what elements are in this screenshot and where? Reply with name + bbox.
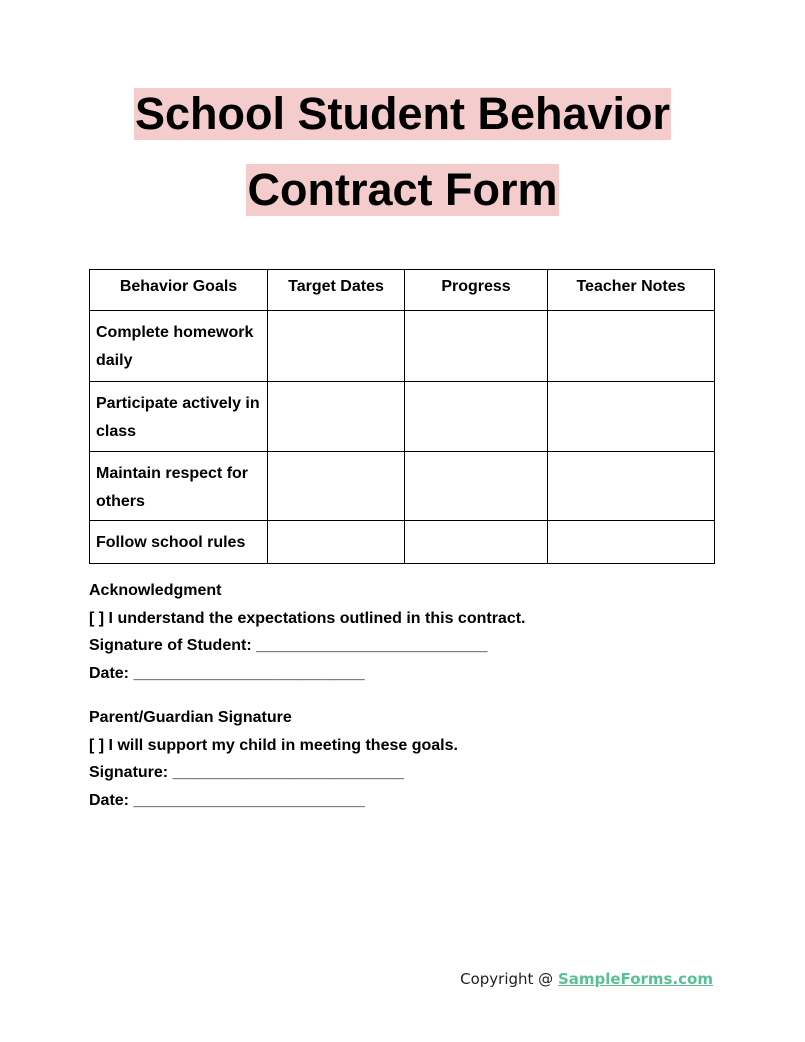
progress-cell[interactable]	[405, 311, 548, 382]
target-date-cell[interactable]	[268, 452, 405, 521]
parent-heading: Parent/Guardian Signature	[89, 709, 292, 726]
acknowledgment-heading: Acknowledgment	[89, 582, 222, 599]
title-line-1: School Student Behavior	[134, 88, 671, 139]
table-row	[90, 521, 715, 564]
progress-cell[interactable]	[405, 521, 548, 564]
progress-cell[interactable]	[405, 382, 548, 452]
student-date-field[interactable]: Date: __________________________	[89, 664, 365, 682]
student-agreement-checkbox[interactable]: [ ] I understand the expectations outlined in this contract.	[89, 609, 526, 627]
page-title	[0, 88, 805, 216]
copyright-footer	[460, 970, 713, 988]
teacher-notes-cell[interactable]	[548, 452, 715, 521]
parent-date-field[interactable]: Date: __________________________	[89, 791, 365, 809]
goal-cell: Participate actively in class	[90, 382, 268, 452]
parent-signature-field[interactable]: Signature: __________________________	[89, 764, 404, 781]
acknowledgment-section	[89, 577, 525, 687]
header-target-dates: Target Dates	[268, 270, 405, 311]
goal-cell: Follow school rules	[90, 521, 268, 564]
teacher-notes-cell[interactable]	[548, 311, 715, 382]
header-teacher-notes: Teacher Notes	[548, 270, 715, 311]
table-row	[90, 311, 715, 382]
title-line-2: Contract Form	[247, 164, 558, 215]
goal-cell: Maintain respect for others	[90, 452, 268, 521]
header-behavior-goals: Behavior Goals	[90, 270, 268, 311]
student-signature-field[interactable]: Signature of Student: __________________________	[89, 637, 488, 654]
parent-support-checkbox[interactable]: [ ] I will support my child in meeting these goals.	[89, 736, 458, 754]
teacher-notes-cell[interactable]	[548, 521, 715, 564]
progress-cell[interactable]	[405, 452, 548, 521]
table-row	[90, 382, 715, 452]
parent-signature-section	[89, 704, 458, 814]
target-date-cell[interactable]	[268, 311, 405, 382]
target-date-cell[interactable]	[268, 521, 405, 564]
goal-cell: Complete homework daily	[90, 311, 268, 382]
header-progress: Progress	[405, 270, 548, 311]
behavior-goals-table	[89, 269, 715, 564]
sampleforms-link[interactable]: SampleForms.com	[557, 970, 713, 988]
target-date-cell[interactable]	[268, 382, 405, 452]
table-header-row	[90, 270, 715, 311]
table-row	[90, 452, 715, 521]
copyright-text: Copyright @	[460, 970, 558, 988]
teacher-notes-cell[interactable]	[548, 382, 715, 452]
